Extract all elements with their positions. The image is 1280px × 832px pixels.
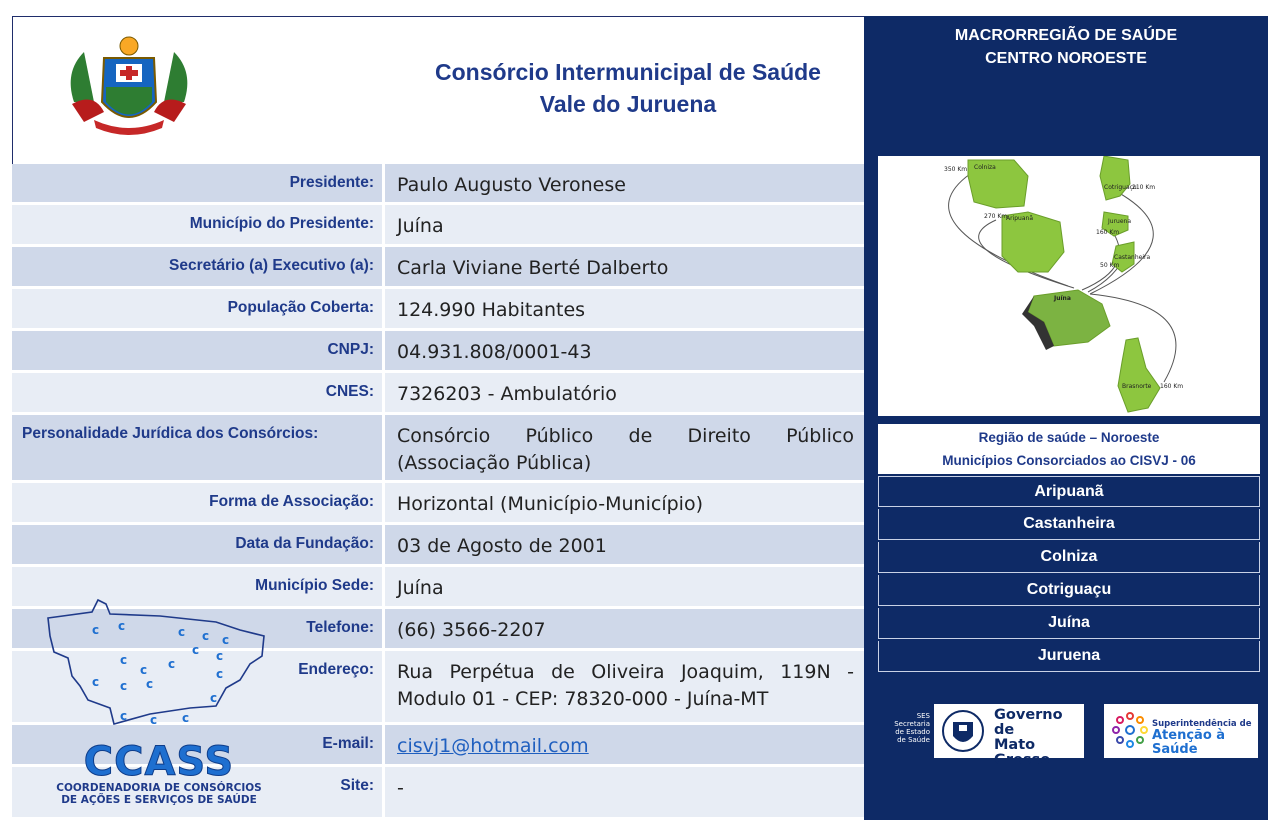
ccass-line-1: COORDENADORIA DE CONSÓRCIOS	[56, 782, 262, 794]
label-populacao: População Coberta:	[12, 289, 385, 328]
label-presidente: Presidente:	[12, 164, 385, 202]
value-municipio-sede: Juína	[397, 577, 444, 599]
label-secretario: Secretário (a) Executivo (a):	[12, 247, 385, 286]
value-endereco: Rua Perpétua de Oliveira Joaquim, 119N - Modulo 01 - CEP: 78320-000 - Juína-MT	[397, 661, 854, 710]
governo-text	[994, 708, 1084, 768]
ses-l4: de Saúde	[897, 736, 930, 744]
row-secretario	[12, 247, 864, 289]
map-letter: c	[182, 711, 190, 725]
label-cnpj: CNPJ:	[12, 331, 385, 370]
governo-mato-grosso-logo	[934, 704, 1084, 768]
ccass-logo	[24, 739, 294, 820]
row-forma-associacao	[12, 483, 864, 525]
label-telefone: Telefone:	[12, 609, 385, 648]
row-presidente	[12, 164, 864, 205]
label-personalidade: Personalidade Jurídica dos Consórcios:	[12, 415, 385, 480]
value-forma-associacao: Horizontal (Município-Município)	[397, 493, 703, 515]
map-letter: c	[120, 679, 128, 693]
region-map	[878, 156, 1260, 416]
ses-logo-text	[878, 712, 930, 744]
region-panel	[864, 16, 1268, 820]
title-line-1: Consórcio Intermunicipal de Saúde	[435, 59, 821, 85]
value-municipio-presidente: Juína	[397, 215, 444, 237]
value-cnpj: 04.931.808/0001-43	[397, 341, 592, 363]
state-coat-of-arms-icon	[64, 32, 194, 142]
row-municipio-presidente	[12, 205, 864, 247]
ses-l3: de Estado	[895, 728, 930, 736]
map-dist-colniza: 350 Km	[944, 166, 968, 173]
region-line-1: Região de saúde – Noroeste	[978, 430, 1160, 445]
value-cnes: 7326203 - Ambulatório	[397, 383, 617, 405]
municipality-list	[878, 476, 1260, 674]
map-place-colniza: Colniza	[974, 164, 996, 171]
label-cnes: CNES:	[12, 373, 385, 412]
map-place-juruena: Juruena	[1108, 218, 1132, 225]
consortium-title	[392, 56, 864, 120]
macroregion-line-2: CENTRO NOROESTE	[985, 50, 1147, 67]
map-letter: c	[120, 709, 128, 723]
map-letter: c	[216, 649, 224, 663]
ccass-acronym: CCASS	[83, 739, 235, 785]
map-place-cotriguacu: Cotriguaçu	[1104, 184, 1137, 191]
gov-l1: Governo de	[994, 707, 1063, 738]
map-dist-aripuana: 270 Km	[984, 213, 1008, 220]
region-caption	[878, 424, 1260, 474]
header	[12, 16, 864, 164]
map-letter: c	[118, 619, 126, 633]
row-data-fundacao	[12, 525, 864, 567]
map-letter: c	[92, 623, 100, 637]
map-letter: c	[178, 625, 186, 639]
map-letter: c	[192, 643, 200, 657]
region-line-2: Municípios Consorciados ao CISVJ - 06	[942, 453, 1196, 468]
label-municipio-sede: Município Sede:	[12, 567, 385, 606]
map-letter: c	[168, 657, 176, 671]
map-dist-cotriguacu: 210 Km	[1132, 184, 1156, 191]
row-populacao	[12, 289, 864, 331]
title-line-2: Vale do Juruena	[539, 91, 717, 117]
superintendencia-text	[1152, 719, 1258, 757]
map-letter: c	[216, 667, 224, 681]
map-place-aripuana: Aripuanã	[1006, 215, 1034, 222]
map-letter: c	[222, 633, 230, 647]
value-email-cell	[385, 725, 864, 764]
map-letter: c	[140, 663, 148, 677]
map-dist-brasnorte: 160 Km	[1160, 383, 1184, 390]
value-personalidade: Consórcio Público de Direito Público (Associação Pública)	[397, 425, 854, 474]
row-cnpj	[12, 331, 864, 373]
value-telefone: (66) 3566-2207	[397, 619, 546, 641]
row-personalidade	[12, 415, 864, 483]
gov-l3: Grosso	[994, 752, 1051, 768]
ses-l2: Secretaria	[894, 720, 930, 728]
map-place-castanheira: Castanheira	[1114, 254, 1151, 261]
superintendencia-logo	[1104, 704, 1258, 758]
ses-l1: SES	[916, 712, 930, 720]
label-endereco: Endereço:	[12, 651, 385, 722]
value-presidente: Paulo Augusto Veronese	[397, 174, 626, 196]
dots-circle-icon	[1110, 710, 1150, 750]
label-municipio-presidente: Município do Presidente:	[12, 205, 385, 244]
map-dist-castanheira: 50 Km	[1100, 262, 1120, 269]
consortium-info-panel	[12, 16, 864, 820]
region-map-drawing	[878, 156, 1260, 416]
label-forma-associacao: Forma de Associação:	[12, 483, 385, 522]
cotriguacu-shape	[1100, 156, 1130, 200]
label-email: E-mail:	[12, 725, 385, 764]
row-cnes	[12, 373, 864, 415]
map-place-juina: Juína	[1054, 295, 1071, 302]
municipality-item: Aripuanã	[878, 476, 1260, 507]
mato-grosso-crest-icon	[940, 708, 986, 754]
map-letter: c	[92, 675, 100, 689]
municipality-item: Castanheira	[878, 509, 1260, 540]
footer-logos	[878, 702, 1260, 768]
value-secretario: Carla Viviane Berté Dalberto	[397, 257, 669, 279]
map-letter: c	[146, 677, 154, 691]
brasnorte-shape	[1118, 338, 1160, 412]
map-letter: c	[210, 691, 218, 705]
municipality-item: Colniza	[878, 542, 1260, 573]
value-data-fundacao: 03 de Agosto de 2001	[397, 535, 607, 557]
map-dist-juruena: 160 Km	[1096, 229, 1120, 236]
gov-l2: Mato	[994, 737, 1036, 753]
map-place-brasnorte: Brasnorte	[1122, 383, 1152, 390]
value-populacao: 124.990 Habitantes	[397, 299, 586, 321]
map-letter: c	[202, 629, 210, 643]
sup-l1: Superintendência de	[1152, 719, 1252, 729]
value-site: -	[397, 777, 404, 799]
macroregion-line-1: MACRORREGIÃO DE SAÚDE	[954, 27, 1178, 44]
sup-l2: Atenção à Saúde	[1152, 728, 1226, 757]
map-letter: c	[120, 653, 128, 667]
municipality-item: Cotriguaçu	[878, 575, 1260, 606]
municipality-item: Juína	[878, 608, 1260, 639]
ccass-line-2: DE AÇÕES E SERVIÇOS DE SAÚDE	[61, 794, 257, 806]
map-letter: c	[150, 713, 158, 727]
macroregion-title	[864, 24, 1268, 70]
email-link[interactable]: cisvj1@hotmail.com	[397, 735, 589, 757]
label-site: Site:	[12, 767, 385, 817]
municipality-item: Juruena	[878, 641, 1260, 672]
ccass-state-map-icon	[40, 596, 300, 746]
label-data-fundacao: Data da Fundação:	[12, 525, 385, 564]
